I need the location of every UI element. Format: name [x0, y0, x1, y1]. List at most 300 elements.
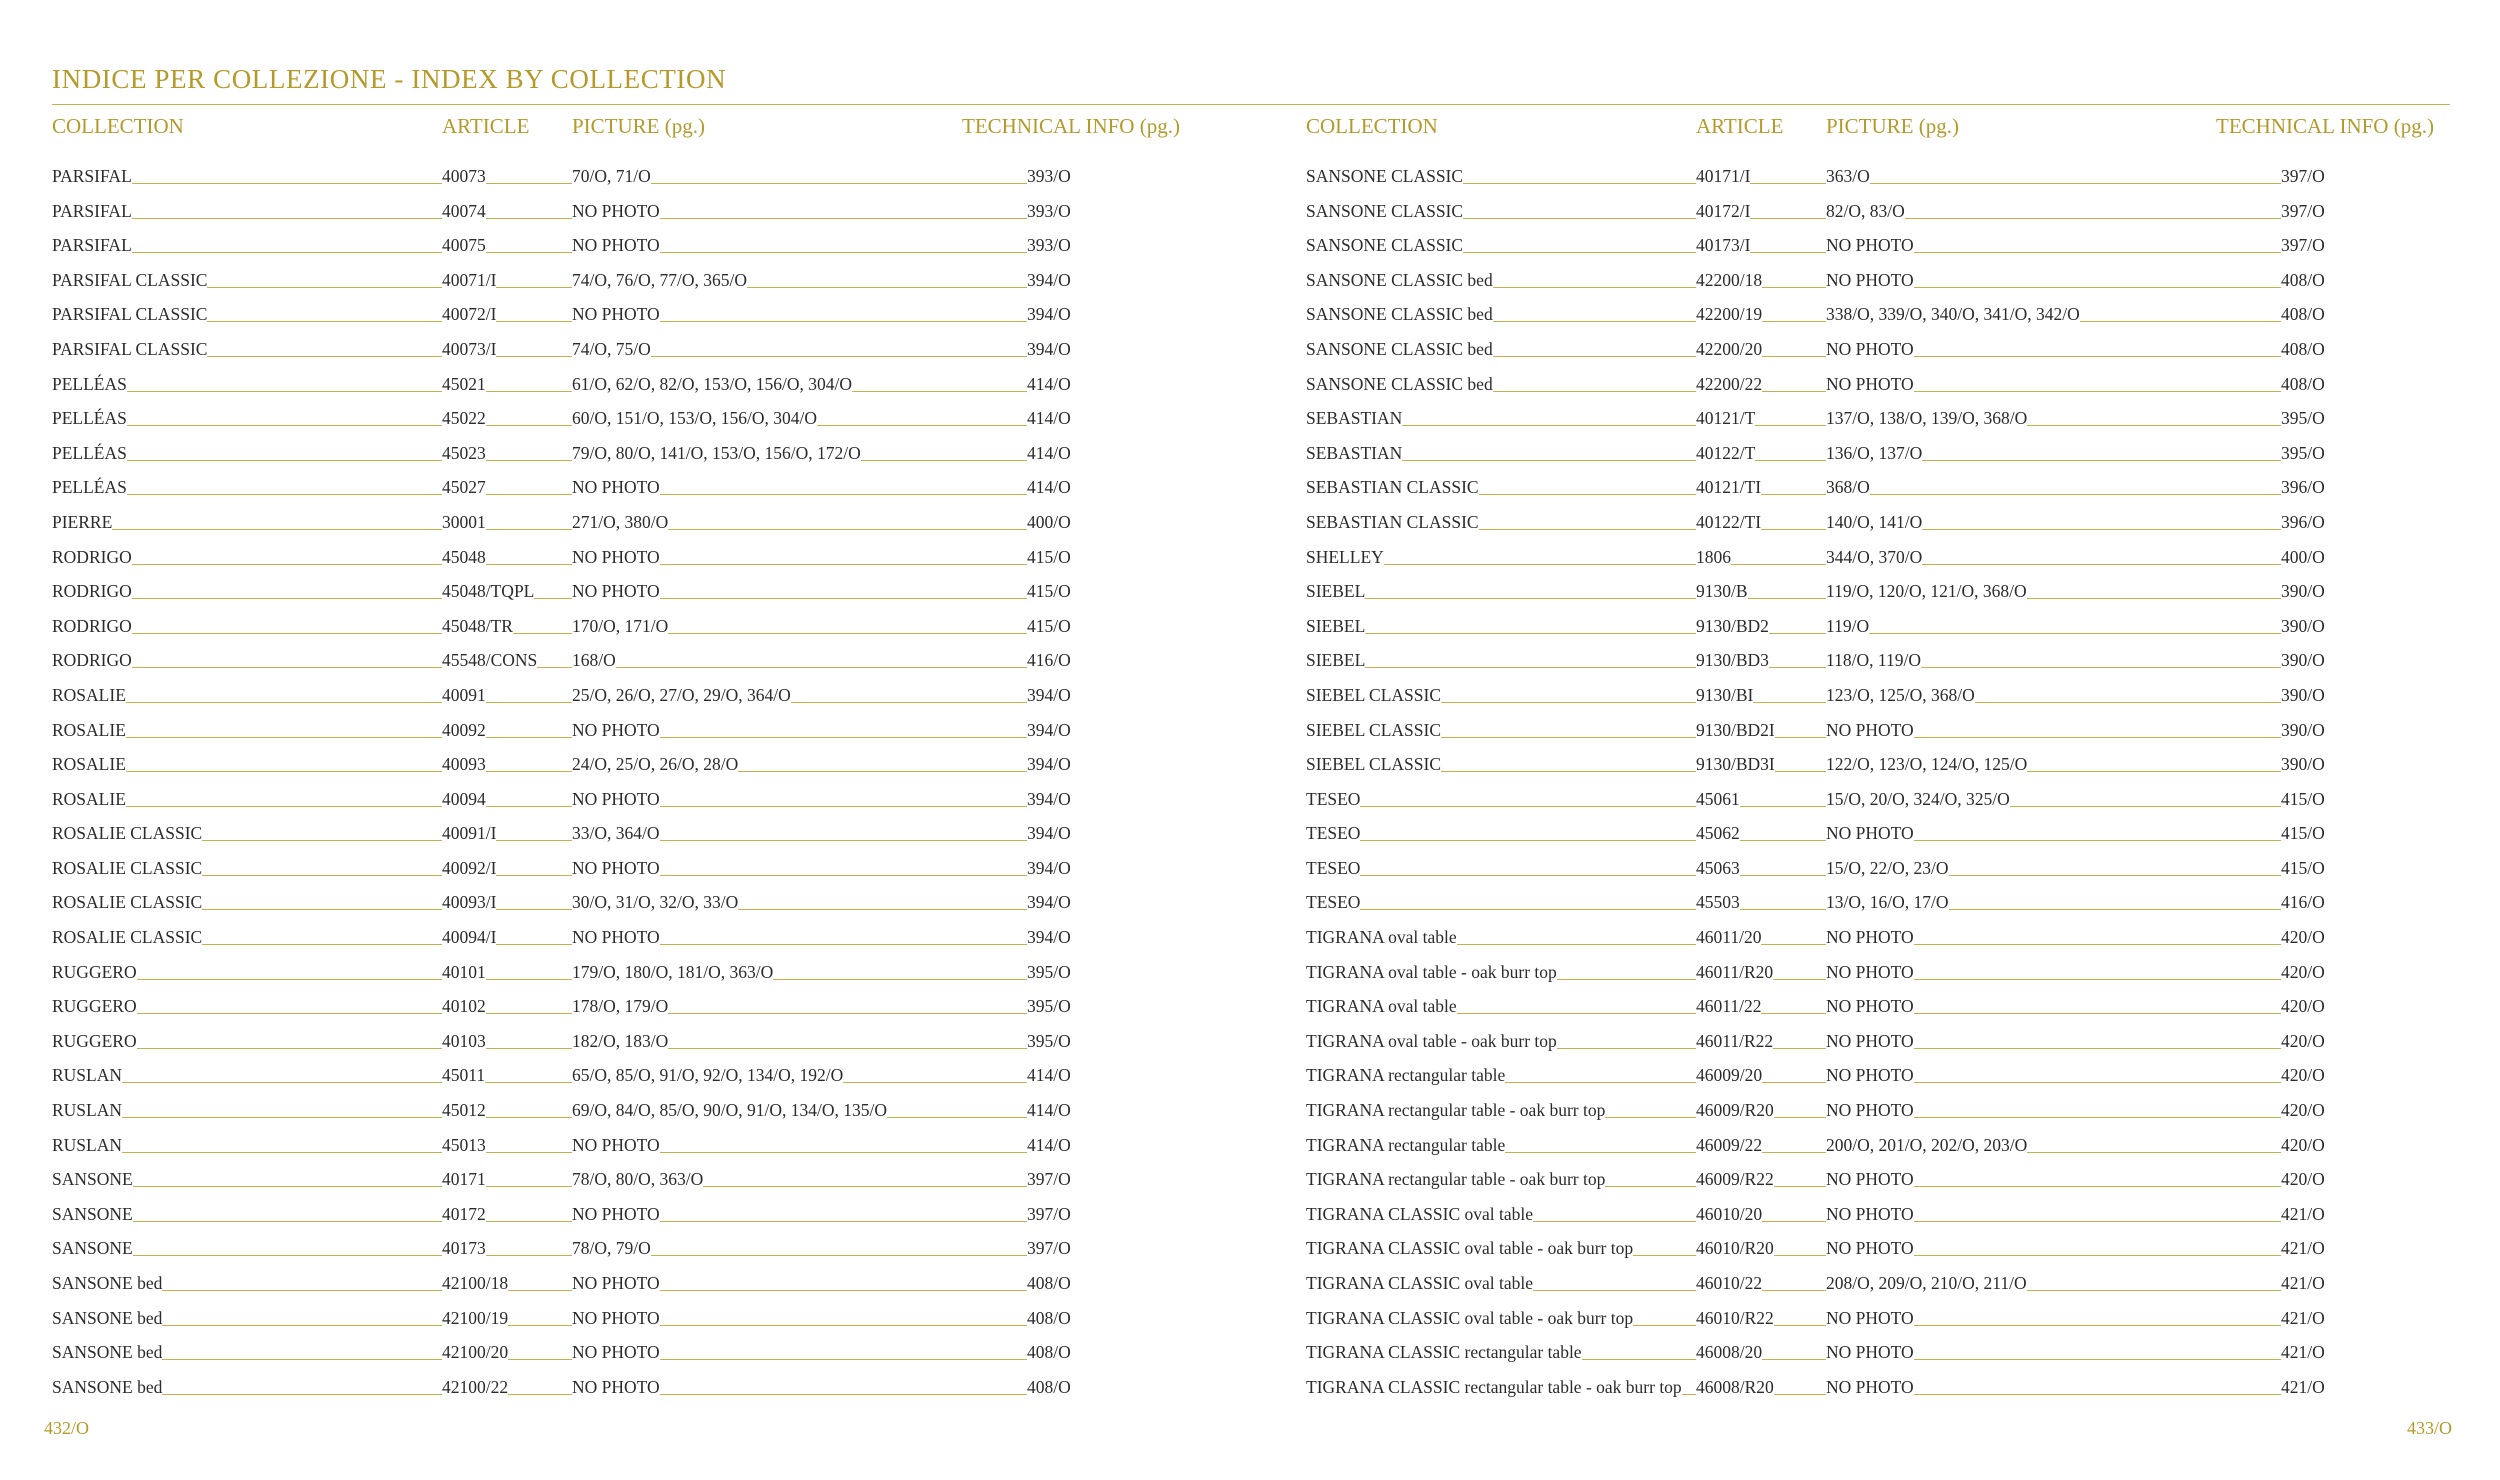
collection-cell-text: SIEBEL [1306, 615, 1366, 636]
technical-info-cell [2281, 398, 2341, 432]
picture-cell-text: 140/O, 141/O [1826, 511, 1923, 532]
article-cell [1696, 156, 1826, 190]
leader-line [1557, 979, 1696, 980]
article-cell-text: 46008/R20 [1696, 1376, 1774, 1397]
article-cell-text: 9130/BD2I [1696, 719, 1775, 740]
collection-cell-text: RUGGERO [52, 961, 137, 982]
article-cell-text: 9130/BD3 [1696, 650, 1769, 671]
table-row [52, 744, 1242, 779]
collection-cell [1306, 156, 1696, 190]
collection-cell [1306, 1298, 1696, 1332]
picture-cell-text: 78/O, 79/O [572, 1238, 651, 1259]
table-row [1306, 156, 2496, 191]
technical-info-cell [2281, 606, 2341, 640]
table-row [1306, 1159, 2496, 1194]
article-cell [442, 502, 572, 536]
collection-cell [1306, 779, 1696, 813]
collection-cell [52, 640, 442, 674]
article-cell-text: 45011 [442, 1065, 486, 1086]
article-cell [442, 813, 572, 847]
technical-info-cell-text: 415/O [2281, 823, 2325, 844]
article-cell [1696, 848, 1826, 882]
picture-cell [572, 398, 1027, 432]
picture-cell [1826, 398, 2281, 432]
technical-info-cell-text: 395/O [1027, 1030, 1071, 1051]
technical-info-cell [1027, 502, 1087, 536]
article-cell [442, 952, 572, 986]
leader-line [132, 218, 442, 219]
picture-cell-text: NO PHOTO [572, 927, 660, 948]
collection-cell [1306, 1332, 1696, 1366]
table-row [1306, 986, 2496, 1021]
article-cell-text: 40121/T [1696, 408, 1756, 429]
collection-cell-text: TIGRANA CLASSIC rectangular table - oak burr top [1306, 1376, 1682, 1397]
article-cell [1696, 1021, 1826, 1055]
table-row [1306, 882, 2496, 917]
leader-line [1457, 1013, 1696, 1014]
picture-cell [572, 917, 1027, 951]
leader-line [817, 425, 1027, 426]
table-row [1306, 433, 2496, 468]
leader-line [660, 564, 1027, 565]
leader-line [660, 944, 1027, 945]
collection-cell [52, 191, 442, 225]
picture-cell-text: NO PHOTO [1826, 996, 1914, 1017]
article-cell-text: 45013 [442, 1134, 486, 1155]
technical-info-cell-text: 420/O [2281, 1134, 2325, 1155]
collection-cell-text: SANSONE CLASSIC [1306, 235, 1464, 256]
table-row [52, 1194, 1242, 1229]
leader-line [486, 979, 572, 980]
article-cell [442, 329, 572, 363]
picture-cell [1826, 1125, 2281, 1159]
article-cell-text: 40091/I [442, 823, 497, 844]
picture-cell [572, 744, 1027, 778]
leader-line [2027, 1290, 2281, 1291]
leader-line [1633, 1255, 1696, 1256]
leader-line [1457, 944, 1696, 945]
collection-cell [52, 1228, 442, 1262]
leader-line [485, 1082, 572, 1083]
leader-line [1914, 1082, 2281, 1083]
table-row [1306, 1332, 2496, 1367]
picture-cell-text: NO PHOTO [572, 477, 660, 498]
picture-cell-text: NO PHOTO [1826, 338, 1914, 359]
technical-info-cell [1027, 260, 1087, 294]
picture-cell-text: NO PHOTO [1826, 235, 1914, 256]
leader-line [1731, 564, 1826, 565]
leader-line [1740, 840, 1826, 841]
collection-cell [52, 1090, 442, 1124]
article-cell [1696, 260, 1826, 294]
article-cell [442, 294, 572, 328]
leader-line [1441, 737, 1696, 738]
technical-info-cell [2281, 225, 2341, 259]
technical-info-cell-text: 394/O [1027, 684, 1071, 705]
leader-line [660, 806, 1027, 807]
picture-cell [1826, 225, 2281, 259]
leader-line [486, 1117, 572, 1118]
leader-line [668, 529, 1027, 530]
technical-info-cell [1027, 398, 1087, 432]
technical-info-cell [1027, 467, 1087, 501]
technical-info-cell-text: 394/O [1027, 719, 1071, 740]
leader-line [112, 529, 442, 530]
technical-info-cell [1027, 571, 1087, 605]
header-article: ARTICLE [442, 114, 530, 138]
leader-line [1402, 460, 1696, 461]
article-cell [442, 1125, 572, 1159]
table-row [52, 1125, 1242, 1160]
picture-cell [572, 1194, 1027, 1228]
table-row [52, 1159, 1242, 1194]
collection-cell-text: RUSLAN [52, 1134, 123, 1155]
collection-cell [52, 675, 442, 709]
picture-cell-text: 200/O, 201/O, 202/O, 203/O [1826, 1134, 2028, 1155]
technical-info-cell-text: 397/O [1027, 1238, 1071, 1259]
leader-line [1755, 425, 1826, 426]
picture-cell-text: 69/O, 84/O, 85/O, 90/O, 91/O, 134/O, 135/O [572, 1100, 887, 1121]
article-cell-text: 45503 [1696, 892, 1740, 913]
leader-line [1914, 1013, 2281, 1014]
picture-cell [572, 191, 1027, 225]
technical-info-cell-text: 420/O [2281, 1065, 2325, 1086]
table-row [1306, 606, 2496, 641]
picture-cell [572, 1090, 1027, 1124]
picture-cell [1826, 606, 2281, 640]
picture-cell-text: NO PHOTO [572, 546, 660, 567]
table-row [52, 329, 1242, 364]
leader-line [508, 1394, 572, 1395]
technical-info-cell [2281, 467, 2341, 501]
article-cell [1696, 744, 1826, 778]
leader-line [2080, 321, 2281, 322]
leader-line [1633, 1325, 1696, 1326]
collection-cell [52, 813, 442, 847]
table-row [52, 191, 1242, 226]
article-cell-text: 45548/CONS [442, 650, 538, 671]
technical-info-cell [1027, 1021, 1087, 1055]
technical-info-cell-text: 397/O [1027, 1169, 1071, 1190]
article-cell-text: 40094/I [442, 927, 497, 948]
picture-cell [572, 225, 1027, 259]
picture-cell [1826, 779, 2281, 813]
article-cell-text: 40074 [442, 200, 486, 221]
collection-cell-text: TIGRANA CLASSIC oval table - oak burr top [1306, 1307, 1634, 1328]
collection-cell [1306, 710, 1696, 744]
table-row [1306, 848, 2496, 883]
picture-cell-text: NO PHOTO [1826, 1342, 1914, 1363]
leader-line [1914, 252, 2281, 253]
picture-cell-text: 179/O, 180/O, 181/O, 363/O [572, 961, 774, 982]
collection-cell-text: SEBASTIAN [1306, 442, 1403, 463]
leader-line [1769, 667, 1826, 668]
technical-info-cell [1027, 1263, 1087, 1297]
article-cell-text: 9130/BI [1696, 684, 1754, 705]
picture-cell-text: NO PHOTO [572, 788, 660, 809]
collection-cell-text: TESEO [1306, 823, 1361, 844]
picture-cell-text: 363/O [1826, 166, 1870, 186]
article-cell [442, 467, 572, 501]
leader-line [496, 909, 572, 910]
picture-cell-text: NO PHOTO [1826, 373, 1914, 394]
picture-cell [572, 364, 1027, 398]
picture-cell-text: NO PHOTO [572, 1134, 660, 1155]
article-cell-text: 9130/BD2 [1696, 615, 1769, 636]
table-row [52, 882, 1242, 917]
leader-line [668, 633, 1027, 634]
picture-cell-text: NO PHOTO [1826, 961, 1914, 982]
table-row [1306, 1298, 2496, 1333]
article-cell-text: 45048 [442, 546, 486, 567]
leader-line [1922, 564, 2281, 565]
picture-cell-text: 182/O, 183/O [572, 1030, 669, 1051]
technical-info-cell-text: 416/O [2281, 892, 2325, 913]
article-cell [442, 398, 572, 432]
collection-cell-text: PARSIFAL CLASSIC [52, 269, 208, 290]
picture-cell [1826, 1021, 2281, 1055]
article-cell-text: 46009/20 [1696, 1065, 1763, 1086]
picture-cell [572, 433, 1027, 467]
leader-line [660, 1325, 1027, 1326]
picture-cell-text: 74/O, 75/O [572, 338, 651, 359]
collection-cell-text: ROSALIE [52, 788, 126, 809]
article-cell-text: 40101 [442, 961, 486, 982]
collection-cell-text: TIGRANA CLASSIC oval table - oak burr top [1306, 1238, 1634, 1259]
leader-line [486, 806, 572, 807]
picture-cell-text: 82/O, 83/O [1826, 200, 1905, 221]
collection-cell [52, 848, 442, 882]
leader-line [1605, 1117, 1696, 1118]
article-cell [1696, 882, 1826, 916]
article-cell-text: 40072/I [442, 304, 497, 325]
leader-line [1914, 1221, 2281, 1222]
article-cell [442, 225, 572, 259]
collection-cell [1306, 1367, 1696, 1401]
collection-cell [1306, 537, 1696, 571]
leader-line [1365, 667, 1696, 668]
collection-cell-text: ROSALIE CLASSIC [52, 892, 203, 913]
collection-cell [52, 433, 442, 467]
collection-cell-text: SANSONE bed [52, 1342, 163, 1363]
leader-line [1740, 875, 1826, 876]
table-row [52, 502, 1242, 537]
technical-info-cell [1027, 1194, 1087, 1228]
leader-line [1914, 840, 2281, 841]
leader-line [486, 737, 572, 738]
collection-cell-text: TIGRANA rectangular table - oak burr top [1306, 1100, 1606, 1121]
collection-cell-text: TIGRANA CLASSIC oval table [1306, 1273, 1534, 1293]
picture-cell [572, 260, 1027, 294]
technical-info-cell [1027, 986, 1087, 1020]
collection-cell-text: RUSLAN [52, 1065, 123, 1086]
collection-cell-text: SANSONE CLASSIC [1306, 166, 1464, 186]
leader-line [1762, 1082, 1826, 1083]
article-cell [442, 191, 572, 225]
article-cell [1696, 1055, 1826, 1089]
technical-info-cell-text: 390/O [2281, 754, 2325, 775]
technical-info-cell [1027, 1159, 1087, 1193]
picture-cell-text: 60/O, 151/O, 153/O, 156/O, 304/O [572, 408, 817, 429]
technical-info-cell [1027, 191, 1087, 225]
article-cell [1696, 1332, 1826, 1366]
collection-cell-text: TIGRANA CLASSIC oval table [1306, 1203, 1534, 1224]
picture-cell-text: 74/O, 76/O, 77/O, 365/O [572, 269, 747, 290]
technical-info-cell [1027, 848, 1087, 882]
picture-cell-text: 70/O, 71/O [572, 166, 651, 186]
picture-cell [572, 537, 1027, 571]
technical-info-cell-text: 390/O [2281, 615, 2325, 636]
picture-cell-text: 65/O, 85/O, 91/O, 92/O, 134/O, 192/O [572, 1065, 844, 1086]
leader-line [126, 737, 442, 738]
picture-cell [572, 1228, 1027, 1262]
article-cell-text: 40073/I [442, 338, 497, 359]
technical-info-cell-text: 393/O [1027, 166, 1071, 186]
picture-cell [1826, 502, 2281, 536]
picture-cell-text: NO PHOTO [1826, 1169, 1914, 1190]
technical-info-cell [2281, 1263, 2341, 1297]
leader-line [122, 1082, 442, 1083]
article-cell [442, 1367, 572, 1401]
article-cell-text: 40093 [442, 754, 486, 775]
leader-line [1762, 287, 1826, 288]
technical-info-cell-text: 390/O [2281, 650, 2325, 671]
leader-line [126, 771, 442, 772]
collection-cell-text: ROSALIE [52, 719, 126, 740]
picture-cell-text: 137/O, 138/O, 139/O, 368/O [1826, 408, 2028, 429]
technical-info-cell [1027, 1367, 1087, 1401]
collection-cell [52, 1194, 442, 1228]
picture-cell-text: NO PHOTO [572, 1203, 660, 1224]
article-cell [1696, 1228, 1826, 1262]
article-cell-text: 40103 [442, 1030, 486, 1051]
collection-cell [1306, 1194, 1696, 1228]
leader-line [486, 1013, 572, 1014]
leader-line [1769, 633, 1826, 634]
leader-line [127, 494, 442, 495]
picture-cell [1826, 537, 2281, 571]
collection-cell [52, 1332, 442, 1366]
table-row [1306, 1228, 2496, 1263]
table-row [1306, 1125, 2496, 1160]
leader-line [486, 460, 572, 461]
article-cell-text: 46010/20 [1696, 1203, 1763, 1224]
collection-cell-text: SIEBEL CLASSIC [1306, 684, 1441, 705]
article-cell-text: 46010/22 [1696, 1273, 1763, 1293]
technical-info-cell-text: 420/O [2281, 1169, 2325, 1190]
leader-line [1975, 702, 2281, 703]
article-cell-text: 45062 [1696, 823, 1740, 844]
table-row [1306, 467, 2496, 502]
collection-cell [52, 917, 442, 951]
leader-line [1750, 218, 1826, 219]
technical-info-cell [1027, 917, 1087, 951]
picture-cell [572, 1263, 1027, 1297]
leader-line [1914, 979, 2281, 980]
leader-line [616, 667, 1027, 668]
article-cell [442, 433, 572, 467]
technical-info-cell [1027, 1298, 1087, 1332]
collection-cell [52, 156, 442, 190]
leader-line [207, 321, 442, 322]
collection-cell-text: SANSONE CLASSIC bed [1306, 269, 1493, 290]
table-row [1306, 1367, 2496, 1402]
collection-cell [52, 1298, 442, 1332]
leader-line [122, 1152, 442, 1153]
picture-cell [1826, 1194, 2281, 1228]
article-cell [1696, 1125, 1826, 1159]
table-row [52, 917, 1242, 952]
leader-line [1762, 1152, 1826, 1153]
collection-cell [52, 779, 442, 813]
technical-info-cell-text: 414/O [1027, 442, 1071, 463]
leader-line [1505, 1152, 1696, 1153]
collection-cell [1306, 571, 1696, 605]
picture-cell-text: NO PHOTO [1826, 927, 1914, 948]
leader-line [1921, 667, 2281, 668]
leader-line [1557, 1048, 1696, 1049]
technical-info-cell [2281, 779, 2341, 813]
leader-line [496, 356, 572, 357]
leader-line [1914, 1394, 2281, 1395]
technical-info-cell [2281, 1367, 2341, 1401]
technical-info-cell [2281, 1194, 2341, 1228]
collection-cell-text: TIGRANA oval table - oak burr top [1306, 1030, 1557, 1051]
collection-cell [1306, 1090, 1696, 1124]
table-row [52, 364, 1242, 399]
leader-line [1774, 1394, 1826, 1395]
picture-cell [572, 571, 1027, 605]
collection-cell [52, 1159, 442, 1193]
collection-cell-text: ROSALIE CLASSIC [52, 857, 203, 878]
article-cell-text: 46011/22 [1696, 996, 1762, 1017]
technical-info-cell [2281, 952, 2341, 986]
picture-cell [572, 294, 1027, 328]
leader-line [486, 218, 572, 219]
technical-info-cell [2281, 675, 2341, 709]
leader-line [1463, 218, 1696, 219]
technical-info-cell-text: 394/O [1027, 788, 1071, 809]
picture-cell-text: NO PHOTO [1826, 1376, 1914, 1397]
article-cell [1696, 710, 1826, 744]
picture-cell [572, 848, 1027, 882]
leader-line [127, 425, 442, 426]
collection-cell [52, 537, 442, 571]
leader-line [1682, 1394, 1696, 1395]
collection-cell-text: TIGRANA oval table - oak burr top [1306, 961, 1557, 982]
picture-cell-text: 15/O, 22/O, 23/O [1826, 857, 1949, 878]
collection-cell [1306, 294, 1696, 328]
technical-info-cell-text: 400/O [1027, 511, 1071, 532]
technical-info-cell-text: 397/O [2281, 200, 2325, 221]
picture-cell-text: 78/O, 80/O, 363/O [572, 1169, 704, 1190]
collection-cell [1306, 191, 1696, 225]
leader-line [1493, 287, 1696, 288]
collection-cell-text: ROSALIE CLASSIC [52, 823, 203, 844]
article-cell [1696, 917, 1826, 951]
picture-cell-text: 79/O, 80/O, 141/O, 153/O, 156/O, 172/O [572, 442, 861, 463]
leader-line [651, 356, 1027, 357]
picture-cell-text: NO PHOTO [572, 719, 660, 740]
collection-cell-text: SANSONE CLASSIC bed [1306, 373, 1493, 394]
technical-info-cell [2281, 1159, 2341, 1193]
table-row [52, 1228, 1242, 1263]
picture-cell-text: 344/O, 370/O [1826, 546, 1923, 567]
technical-info-cell-text: 408/O [1027, 1342, 1071, 1363]
article-cell-text: 42200/19 [1696, 304, 1763, 325]
article-cell-text: 45048/TQPL [442, 581, 535, 602]
picture-cell [1826, 744, 2281, 778]
